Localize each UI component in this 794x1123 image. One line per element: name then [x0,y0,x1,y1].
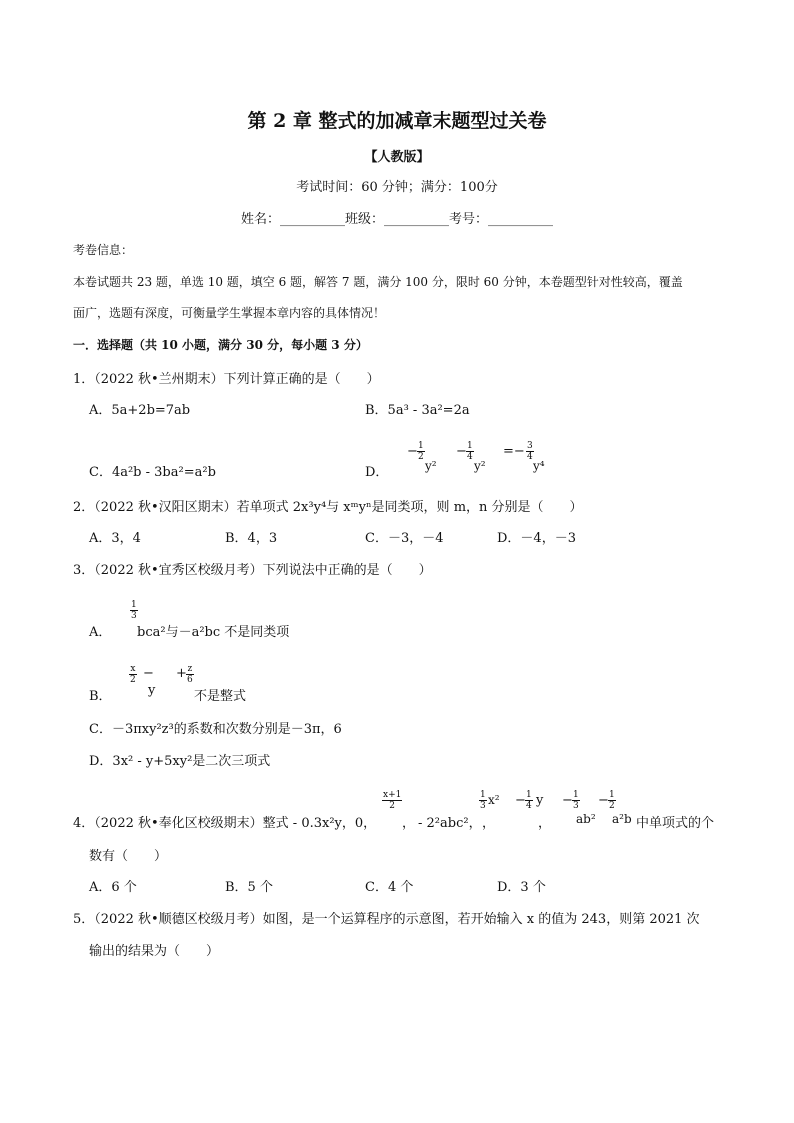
student-fields: 姓名：__________班级：__________考号：__________ [240,212,553,227]
q1-option-b: B．5a³ - 3a²=2a [365,403,470,418]
q2-option-b: B．4，3 [225,531,278,546]
q2-option-a: A．3，4 [89,531,141,546]
q4-term-6: a²b [612,812,632,826]
q4-frac-5: $\frac{1}{2}$ [609,790,615,811]
q3-option-c: C．－3πxy²z³的系数和次数分别是－3π，6 [89,722,342,737]
q4-frac-1: $\frac{x+1}{2}$ [383,790,402,811]
q4-frac-3: $\frac{1}{4}$ [526,790,532,811]
q1-d-minus-2: − [456,444,467,459]
q3-option-b-label: B． [89,689,112,704]
q4-option-d: D．3 个 [497,880,546,895]
q4-frac-4: $\frac{1}{3}$ [573,790,579,811]
q4-comma-3: ， [538,816,552,831]
exam-info: 考试时间：60 分钟；满分：100分 [296,180,498,195]
q3-option-a-label: A． [89,625,112,640]
q3-b-frac-1: $\frac{x}{2}$ [130,664,136,685]
page-title: 第 2 章 整式的加减章末题型过关卷 [247,110,547,132]
q1-d-minus-1: − [407,444,418,459]
q3-stem: 3．（2022 秋•宜秀区校级月考）下列说法中正确的是（ ） [73,563,432,578]
q1-d-term-3: y⁴ [533,459,545,473]
q4-stem-line-2: 数有（ ） [89,849,168,864]
q1-d-frac-1: $\frac{1}{2}$ [418,441,424,462]
q4-minus-1: − [515,793,526,808]
q4-stem-start: 4．（2022 秋•奉化区校级期末）整式 - 0.3x²y，0， [73,816,377,831]
q4-option-c: C．4 个 [365,880,414,895]
q5-line-1: 5．（2022 秋•顺德区校级月考）如图，是一个运算程序的示意图，若开始输入 x 的值为 243，则第 2021 次 [73,912,700,927]
q2-stem: 2．（2022 秋•汉阳区期末）若单项式 2x³y⁴与 xᵐyⁿ是同类项，则 m，n 分别是（ ） [73,500,583,515]
q4-frac-2: $\frac{1}{3}$ [480,790,486,811]
q1-option-c: C．4a²b - 3ba²=a²b [89,465,216,480]
q4-minus-3: − [598,793,609,808]
q3-b-plus: + [176,666,187,681]
q4-term-3: x² [488,793,500,807]
q4-term-2: - 2²abc²， [418,816,482,831]
q3-a-frac: $\frac{1}{3}$ [131,600,137,621]
q3-b-y: y [148,683,156,698]
q4-comma-2: ， [482,816,496,831]
info-line-1: 本卷试题共 23 题，单选 10 题，填空 6 题，解答 7 题，满分 100 分，限时 60 分钟，本卷题型针对性较高，覆盖 [73,275,683,289]
info-line-2: 面广，选题有深度，可衡量学生掌握本章内容的具体情况！ [73,306,386,320]
q1-d-frac-2: $\frac{1}{4}$ [467,441,473,462]
q1-d-term-2: y² [474,459,486,473]
section-heading: 一．选择题（共 10 小题，满分 30 分，每小题 3 分） [73,338,368,352]
q1-option-d-label: D． [365,465,389,480]
q3-b-frac-2: $\frac{z}{6}$ [187,664,193,685]
q3-option-d: D．3x² - y+5xy²是二次三项式 [89,754,271,769]
q3-option-b-text: 不是整式 [194,689,247,704]
q4-comma-1: ， [402,816,416,831]
q1-option-a: A．5a+2b=7ab [89,403,191,418]
q3-option-a-text: bca²与－a²bc 不是同类项 [137,625,290,640]
q4-minus-2: − [562,793,573,808]
q4-option-a: A．6 个 [89,880,137,895]
q2-option-c: C．－3，－4 [365,531,444,546]
info-label: 考卷信息： [73,243,134,257]
q2-option-d: D．－4，－3 [497,531,576,546]
q1-stem: 1．（2022 秋•兰州期末）下列计算正确的是（ ） [73,372,380,387]
edition-label: 【人教版】 [364,150,430,165]
q1-d-frac-3: $\frac{3}{4}$ [527,441,533,462]
q4-term-4: y [536,793,544,808]
q3-b-minus: − [143,666,154,681]
q1-d-term-1: y² [425,459,437,473]
q4-term-5: ab² [576,812,596,826]
q5-line-2: 输出的结果为（ ） [89,944,220,959]
q1-d-equals: =− [503,444,525,459]
q4-stem-end: 中单项式的个 [636,816,715,831]
q4-option-b: B．5 个 [225,880,273,895]
